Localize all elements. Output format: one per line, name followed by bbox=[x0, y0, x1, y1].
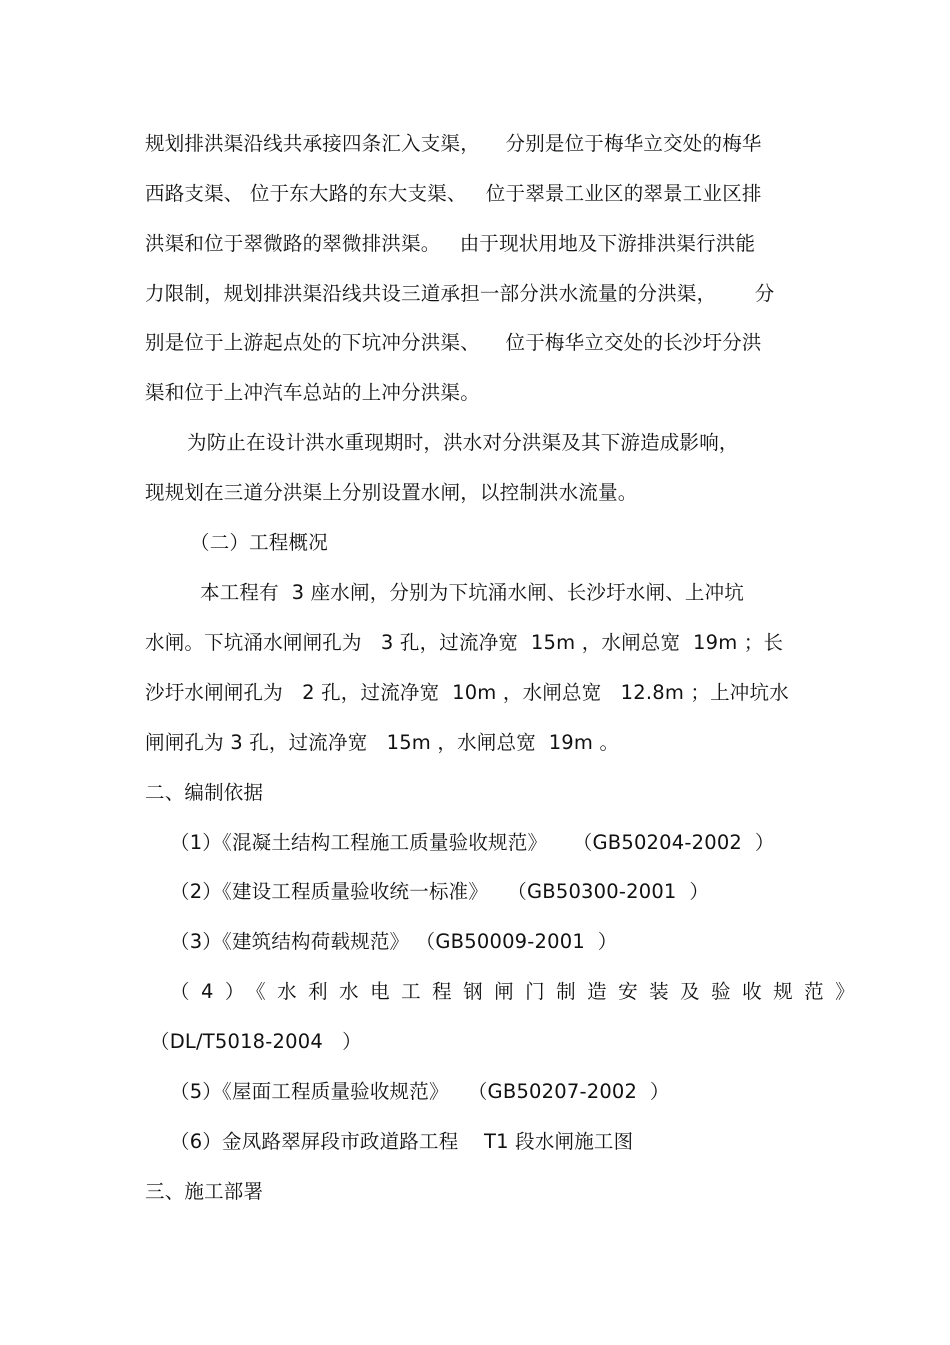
paragraph-line: 本工程有 3 座水闸，分别为下坑涌水闸、长沙圩水闸、上冲坑 bbox=[200, 581, 745, 604]
paragraph-line: 渠和位于上冲汽车总站的上冲分洪渠。 bbox=[145, 381, 480, 404]
paragraph-line: 沙圩水闸闸孔为 2 孔，过流净宽 10m ，水闸总宽 12.8m ；上冲坑水 bbox=[145, 681, 789, 704]
paragraph-line: 力限制，规划排洪渠沿线共设三道承担一部分洪水流量的分洪渠， 分 bbox=[145, 282, 775, 305]
reference-item-continuation: （DL/T5018-2004 ） bbox=[150, 1030, 362, 1053]
paragraph-line: 洪渠和位于翠微路的翠微排洪渠。 由于现状用地及下游排洪渠行洪能 bbox=[145, 232, 756, 255]
section-heading: 二、编制依据 bbox=[145, 781, 264, 804]
section-heading: 三、施工部署 bbox=[145, 1180, 264, 1203]
reference-item: （2）《建设工程质量验收统一标准》 （GB50300-2001 ） bbox=[170, 880, 710, 903]
paragraph-line: 水闸。下坑涌水闸闸孔为 3 孔，过流净宽 15m ，水闸总宽 19m ；长 bbox=[145, 631, 784, 654]
reference-item: （6）金凤路翠屏段市政道路工程 T1 段水闸施工图 bbox=[170, 1130, 634, 1153]
paragraph-line: 西路支渠、 位于东大路的东大支渠、 位于翠景工业区的翠景工业区排 bbox=[145, 182, 762, 205]
reference-item: （3）《建筑结构荷载规范》 （GB50009-2001 ） bbox=[170, 930, 618, 953]
paragraph-line: 闸闸孔为 3 孔，过流净宽 15m ，水闸总宽 19m 。 bbox=[145, 731, 620, 754]
reference-item: （4）《水利水电工程钢闸门制造安装及验收规范》 bbox=[170, 980, 867, 1003]
paragraph-line: 别是位于上游起点处的下坑冲分洪渠、 位于梅华立交处的长沙圩分洪 bbox=[145, 331, 762, 354]
paragraph-line: 为防止在设计洪水重现期时，洪水对分洪渠及其下游造成影响， bbox=[187, 431, 739, 454]
paragraph-line: 现规划在三道分洪渠上分别设置水闸，以控制洪水流量。 bbox=[145, 481, 638, 504]
paragraph-line: 规划排洪渠沿线共承接四条汇入支渠， 分别是位于梅华立交处的梅华 bbox=[145, 132, 762, 155]
reference-item: （5）《屋面工程质量验收规范》 （GB50207-2002 ） bbox=[170, 1080, 670, 1103]
section-subheading: （二）工程概况 bbox=[190, 531, 328, 554]
reference-item: （1）《混凝土结构工程施工质量验收规范》 （GB50204-2002 ） bbox=[170, 831, 775, 854]
